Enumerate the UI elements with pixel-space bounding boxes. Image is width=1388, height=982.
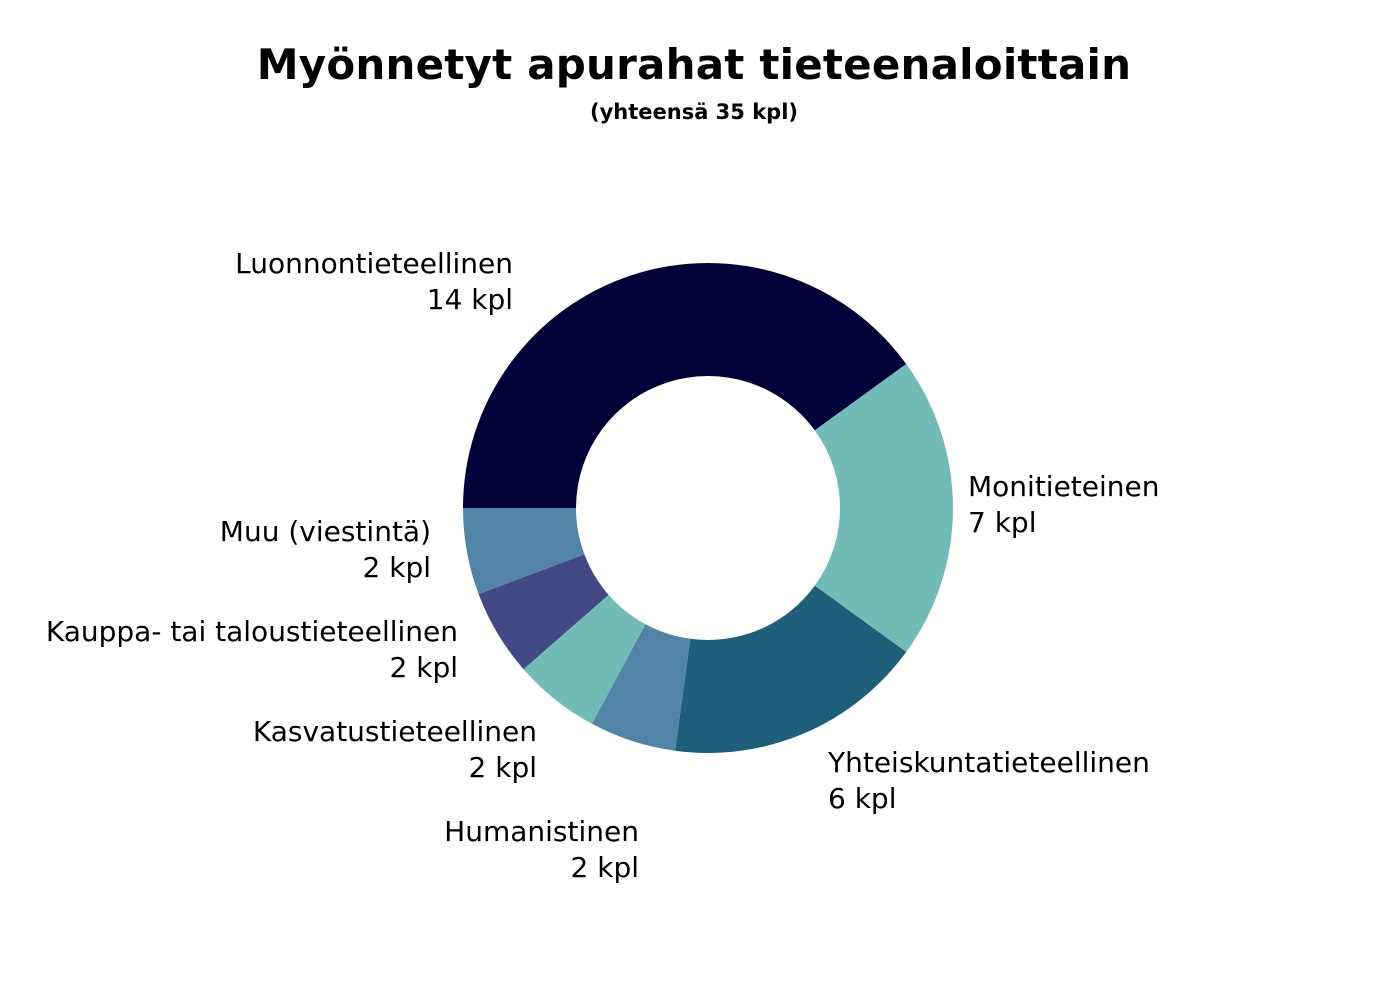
chart-subtitle: (yhteensä 35 kpl)	[589, 100, 799, 124]
value-label: 2 kpl	[389, 651, 458, 684]
slice-label-kasvatustieteellinen	[253, 714, 537, 786]
value-label: 2 kpl	[362, 551, 431, 584]
value-label: 14 kpl	[426, 283, 513, 316]
category-label: Muu (viestintä)	[219, 515, 431, 548]
category-label: Humanistinen	[444, 815, 639, 848]
slice-label-muu-viestinta	[220, 514, 431, 586]
category-label: Kauppa- tai taloustieteellinen	[45, 615, 458, 648]
value-label: 6 kpl	[828, 782, 897, 815]
category-label: Yhteiskuntatieteellinen	[828, 746, 1150, 779]
category-label: Luonnontieteellinen	[235, 247, 513, 280]
value-label: 7 kpl	[968, 506, 1037, 539]
slice-label-monitieteinen	[968, 469, 1160, 541]
value-label: 2 kpl	[468, 751, 537, 784]
slice-label-luonnontieteellinen	[235, 246, 513, 318]
slice-label-yhteiskuntatieteellinen	[828, 745, 1150, 817]
chart-title: Myönnetyt apurahat tieteenaloittain	[256, 40, 1132, 89]
value-label: 2 kpl	[570, 851, 639, 884]
slice-label-humanistinen	[444, 814, 639, 886]
category-label: Monitieteinen	[968, 470, 1160, 503]
slice-label-kauppa-tai-taloustieteellinen	[46, 614, 458, 686]
category-label: Kasvatustieteellinen	[252, 715, 537, 748]
